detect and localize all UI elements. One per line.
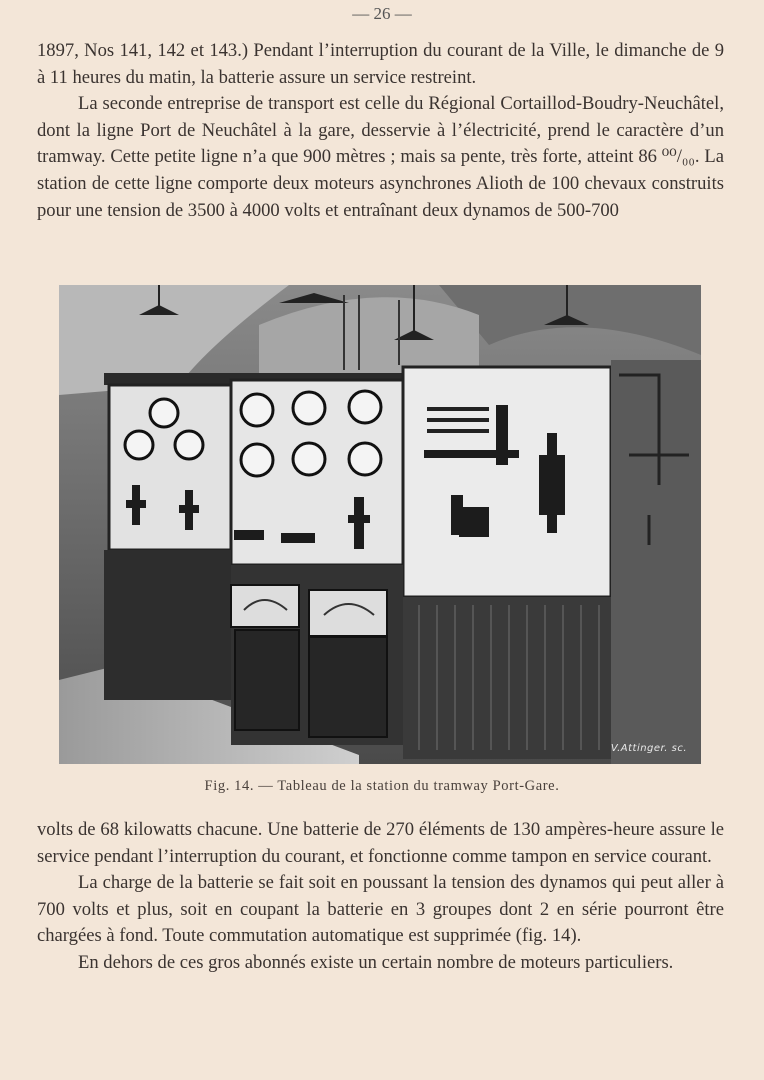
- paragraph: volts de 68 kilowatts chacune. Une batterie de 270 éléments de 130 ampères-heure assure le service pendant l’interruption du courant, et fonctionne comme tampon en service courant.: [37, 819, 724, 867]
- paragraph: 1897, Nos 141, 142 et 143.) Pendant l’interruption du courant de la Ville, le dimanche de 9 à 11 heures du matin, la batterie assure un service restreint.: [37, 40, 724, 88]
- switchboard-illustration: [59, 285, 701, 764]
- switchboard-photo: [59, 285, 701, 764]
- engraver-signature: V.Attinger. sc.: [610, 743, 687, 754]
- figure-caption: Fig. 14. — Tableau de la station du tramway Port-Gare.: [204, 778, 560, 794]
- text-block-bottom: [37, 817, 724, 977]
- text-block-top: [37, 38, 724, 224]
- paragraph: La seconde entreprise de transport est celle du Régional Cortaillod-Boudry-Neuchâtel, dont la ligne Port de Neuchâtel à la gare, desservie à l’électricité, prend le caractère d’un tramway. Cette petite ligne n’a que 900 mètres ; mais sa pente, très forte, atteint 86 ⁰⁰/₀₀. La station de cette ligne comporte deux moteurs asynchrones Alioth de 100 chevaux construits pour une tension de 3500 à 4000 volts et entraînant deux dynamos de 500-700: [37, 93, 724, 221]
- paragraph: En dehors de ces gros abonnés existe un certain nombre de moteurs particuliers.: [78, 951, 674, 973]
- page-number: — 26 —: [352, 4, 412, 23]
- paragraph: La charge de la batterie se fait soit en poussant la tension des dynamos qui peut aller à 700 volts et plus, soit en coupant la batterie en 3 groupes dont 2 en série pourront être chargées à fond. Toute commutation automatique est supprimée (fig. 14).: [37, 872, 724, 947]
